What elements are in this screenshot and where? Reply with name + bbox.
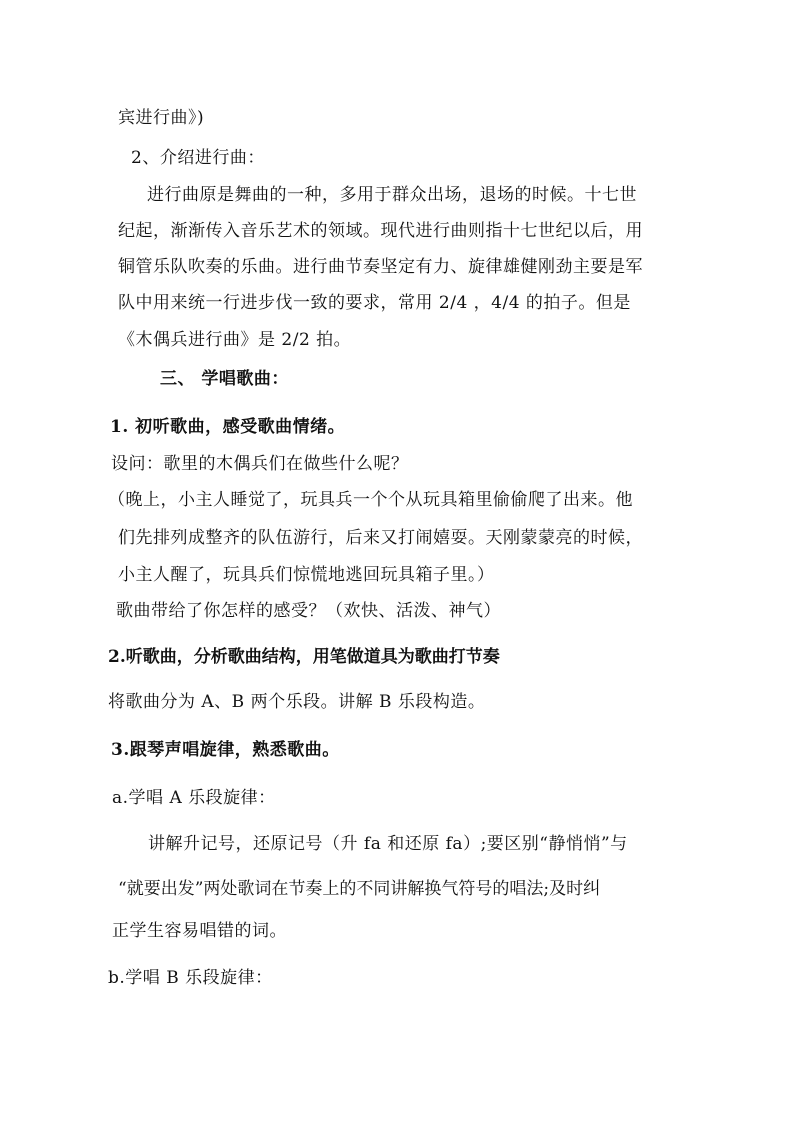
question-line: 设问：歌里的木偶兵们在做些什么呢？ bbox=[111, 454, 409, 474]
paragraph-line: 们先排列成整齐的队伍游行，后来又打闹嬉耍。天刚蒙蒙亮的时候， bbox=[118, 528, 643, 548]
paragraph-line: 队中用来统一行进步伐一致的要求，常用 2/4 ，4/4 的拍子。但是 bbox=[118, 293, 631, 313]
paragraph-line: 将歌曲分为 A、B 两个乐段。讲解 B 乐段构造。 bbox=[108, 692, 486, 712]
subsection-heading: 2.听歌曲，分析歌曲结构，用笔做道具为歌曲打节奏 bbox=[108, 647, 500, 667]
step-heading: b.学唱 B 乐段旋律： bbox=[108, 968, 273, 988]
paragraph-line: 讲解升记号，还原记号（升 fa 和还原 fa）;要区别“静悄悄”与 bbox=[148, 834, 628, 854]
text-line: 宾进行曲》) bbox=[118, 108, 205, 128]
step-heading: a.学唱 A 乐段旋律： bbox=[112, 788, 276, 808]
paragraph-line: 进行曲原是舞曲的一种，多用于群众出场，退场的时候。十七世 bbox=[147, 185, 637, 205]
paragraph-line: 《木偶兵进行曲》是 2/2 拍。 bbox=[118, 330, 352, 350]
subsection-heading: 3.跟琴声唱旋律，熟悉歌曲。 bbox=[111, 740, 340, 760]
paragraph-line: （晚上，小主人睡觉了，玩具兵一个个从玩具箱里偷偷爬了出来。他 bbox=[108, 490, 633, 510]
subsection-heading: 1. 初听歌曲，感受歌曲情绪。 bbox=[110, 417, 346, 437]
section-heading: 2、介绍进行曲： bbox=[131, 148, 265, 168]
paragraph-line: 正学生容易唱错的词。 bbox=[112, 921, 287, 941]
paragraph-line: “就要出发”两处歌词在节奏上的不同讲解换气符号的唱法;及时纠 bbox=[118, 879, 601, 899]
paragraph-line: 小主人醒了，玩具兵们惊慌地逃回玩具箱子里。） bbox=[118, 565, 495, 585]
paragraph-line: 铜管乐队吹奏的乐曲。进行曲节奏坚定有力、旋律雄健刚劲主要是军 bbox=[118, 257, 643, 277]
question-line: 歌曲带给了你怎样的感受？（欢快、活泼、神气） bbox=[116, 601, 501, 621]
paragraph-line: 纪起，渐渐传入音乐艺术的领域。现代进行曲则指十七世纪以后，用 bbox=[118, 221, 643, 241]
section-heading: 三、 学唱歌曲： bbox=[160, 369, 289, 389]
